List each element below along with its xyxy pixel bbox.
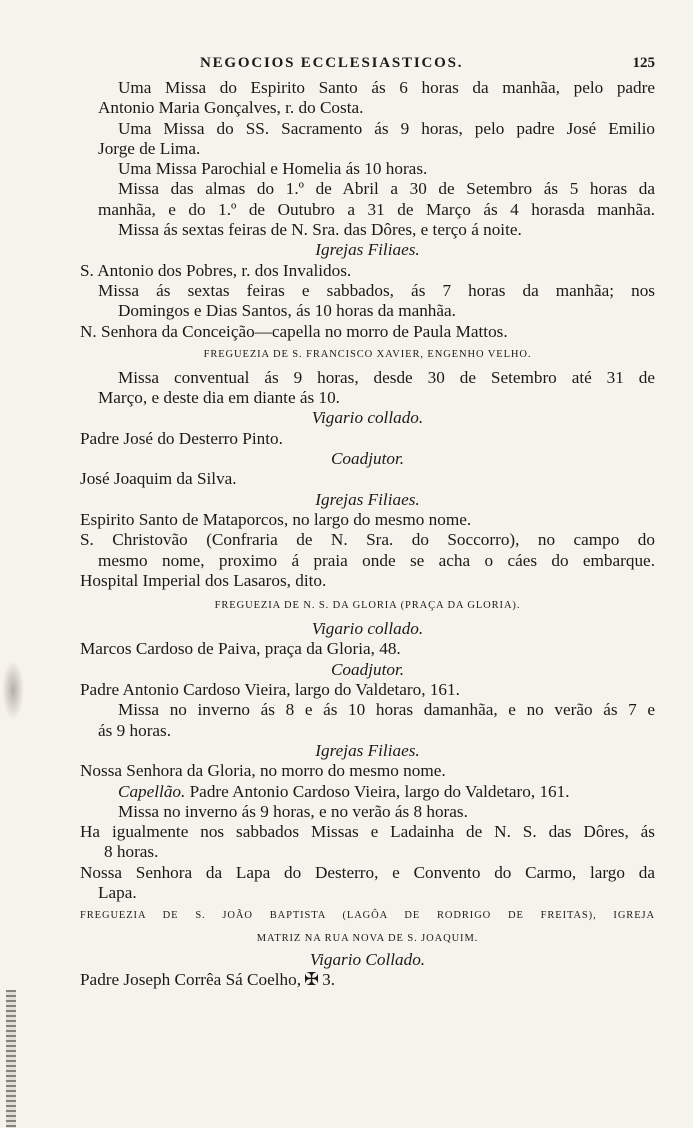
text-line: Nossa Senhora da Lapa do Desterro, e Convento do Carmo, largo da <box>80 862 655 882</box>
parish-heading: FREGUEZIA DE S. JOÃO BAPTISTA (LAGÔA DE RODRIGO DE FREITAS), IGREJA <box>80 910 655 922</box>
text-line: Missa ás sextas feiras e sabbados, ás 7 horas da manhãa; nos <box>98 280 655 300</box>
text-line: Jorge de Lima. <box>98 138 201 158</box>
text-line: Missa conventual ás 9 horas, desde 30 de Setembro até 31 de <box>118 367 655 387</box>
text-line: S. Antonio dos Pobres, r. dos Invalidos. <box>80 260 352 280</box>
text-line: José Joaquim da Silva. <box>80 469 237 489</box>
text-line: ás 9 horas. <box>98 720 172 740</box>
text-line <box>80 782 655 802</box>
vicar-order-number: 3. <box>322 969 335 989</box>
cross-of-christ-icon: ✠ <box>304 968 320 990</box>
section-heading: Coadjutor. <box>330 449 405 469</box>
header-title: NEGOCIOS ECCLESIASTICOS. <box>200 55 464 71</box>
page-binding-edge <box>6 990 16 1128</box>
text-line: Espirito Santo de Mataporcos, no largo do mesmo nome. <box>80 509 472 529</box>
text-line: Domingos e Dias Santos, ás 10 horas da manhãa. <box>118 301 456 321</box>
section-heading: Vigario collado. <box>311 408 424 428</box>
page-body <box>80 78 655 990</box>
text-line: Padre José do Desterro Pinto. <box>80 428 283 448</box>
text-line: Lapa. <box>98 882 137 902</box>
text-line: manhãa, e do 1.º de Outubro a 31 de Março ás 4 horasda manhãa. <box>98 199 655 219</box>
running-header <box>200 55 655 79</box>
text-line: Antonio Maria Gonçalves, r. do Costa. <box>98 98 364 118</box>
parish-heading: FREGUEZIA DE N. S. DA GLORIA (PRAÇA DA GLORIA). <box>214 600 521 612</box>
text-line: Nossa Senhora da Gloria, no morro do mesmo nome. <box>80 761 446 781</box>
section-heading: Igrejas Filiaes. <box>315 240 420 260</box>
text-line: Missa ás sextas feiras de N. Sra. das Dôres, e terço á noite. <box>118 220 522 240</box>
section-heading: Igrejas Filiaes. <box>315 740 420 760</box>
text-line: Missa no inverno ás 8 e ás 10 horas damanhãa, e no verão ás 7 e <box>118 700 655 720</box>
text-line: Marcos Cardoso de Paiva, praça da Gloria, 48. <box>80 639 401 659</box>
ink-smudge <box>2 660 24 720</box>
text-line: S. Christovão (Confraria de N. Sra. do Soccorro), no campo do <box>80 530 655 550</box>
section-heading: Vigario collado. <box>311 619 424 639</box>
page-number: 125 <box>632 55 655 71</box>
text-line: Ha igualmente nos sabbados Missas e Ladainha de N. S. das Dôres, ás <box>80 822 655 842</box>
section-heading: Coadjutor. <box>330 659 405 679</box>
text-line: Uma Missa do SS. Sacramento ás 9 horas, pelo padre José Emilio <box>118 118 655 138</box>
text-line: Março, e deste dia em diante ás 10. <box>98 388 340 408</box>
text-line: Missa no inverno ás 9 horas, e no verão ás 8 horas. <box>118 801 468 821</box>
text-line: Hospital Imperial dos Lasaros, dito. <box>80 570 327 590</box>
text-line: N. Senhora da Conceição—capella no morro de Paula Mattos. <box>80 321 508 341</box>
text-line: Uma Missa Parochial e Homelia ás 10 horas. <box>118 159 428 179</box>
text-line: Padre Antonio Cardoso Vieira, largo do Valdetaro, 161. <box>80 680 460 700</box>
text-line <box>80 970 655 990</box>
section-heading: Igrejas Filiaes. <box>315 489 420 509</box>
section-heading: Vigario Collado. <box>309 949 426 969</box>
parish-heading: FREGUEZIA DE S. FRANCISCO XAVIER, ENGENHO VELHO. <box>203 348 532 360</box>
parish-heading-cont: MATRIZ NA RUA NOVA DE S. JOAQUIM. <box>256 933 479 945</box>
text-line: 8 horas. <box>104 842 159 862</box>
text-line: Uma Missa do Espirito Santo ás 6 horas da manhãa, pelo padre <box>118 78 655 97</box>
chaplain-label: Capellão. <box>118 781 186 801</box>
vicar-name: Padre Joseph Corrêa Sá Coelho, <box>80 969 302 989</box>
text-line: Missa das almas do 1.º de Abril a 30 de Setembro ás 5 horas da <box>118 179 655 199</box>
text-line: mesmo nome, proximo á praia onde se acha o cáes do embarque. <box>98 550 655 570</box>
chaplain-name: Padre Antonio Cardoso Vieira, largo do Valdetaro, 161. <box>189 781 570 801</box>
